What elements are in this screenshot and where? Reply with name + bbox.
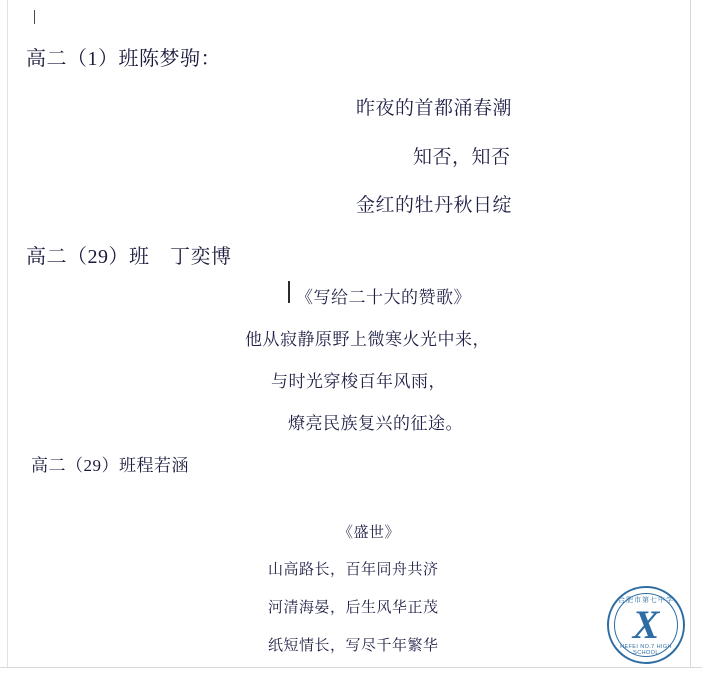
poem-1-line-1: 昨夜的首都涌春潮 bbox=[356, 98, 513, 119]
page-left-edge bbox=[0, 0, 8, 677]
author-line-3: 高二（29）班程若涵 bbox=[31, 456, 189, 475]
poem-2-line-2: 与时光穿梭百年风雨， bbox=[271, 372, 446, 391]
seal-letter: X bbox=[632, 602, 660, 647]
poem-3-line-1: 山高路长，百年同舟共济 bbox=[268, 562, 439, 578]
top-cursor-mark bbox=[34, 10, 35, 24]
author-line-2: 高二（29）班 丁奕博 bbox=[26, 246, 232, 268]
poem-3-line-2: 河清海晏，后生风华正茂 bbox=[268, 600, 439, 616]
school-seal-icon bbox=[607, 586, 685, 664]
author-line-1: 高二（1）班陈梦驹： bbox=[26, 48, 221, 70]
poem-2-title: 《写给二十大的赞歌》 bbox=[296, 288, 471, 307]
document-content[interactable] bbox=[8, 0, 691, 668]
poem-2-line-3: 燎亮民族复兴的征途。 bbox=[288, 414, 463, 433]
page-bottom-edge bbox=[0, 667, 702, 677]
seal-top-text: 合肥市第七中学 bbox=[618, 597, 674, 604]
text-cursor bbox=[288, 281, 290, 303]
page-right-edge bbox=[690, 0, 702, 677]
poem-2-line-1: 他从寂静原野上微寒火光中来， bbox=[245, 330, 490, 349]
poem-3-line-3: 纸短情长，写尽千年繁华 bbox=[268, 638, 439, 654]
poem-1-line-3: 金红的牡丹秋日绽 bbox=[356, 195, 513, 216]
seal-bottom-text: HEFEI NO.7 HIGH SCHOOL bbox=[620, 644, 672, 656]
poem-1-line-2: 知否，知否 bbox=[413, 147, 511, 168]
poem-3-title: 《盛世》 bbox=[338, 525, 401, 541]
